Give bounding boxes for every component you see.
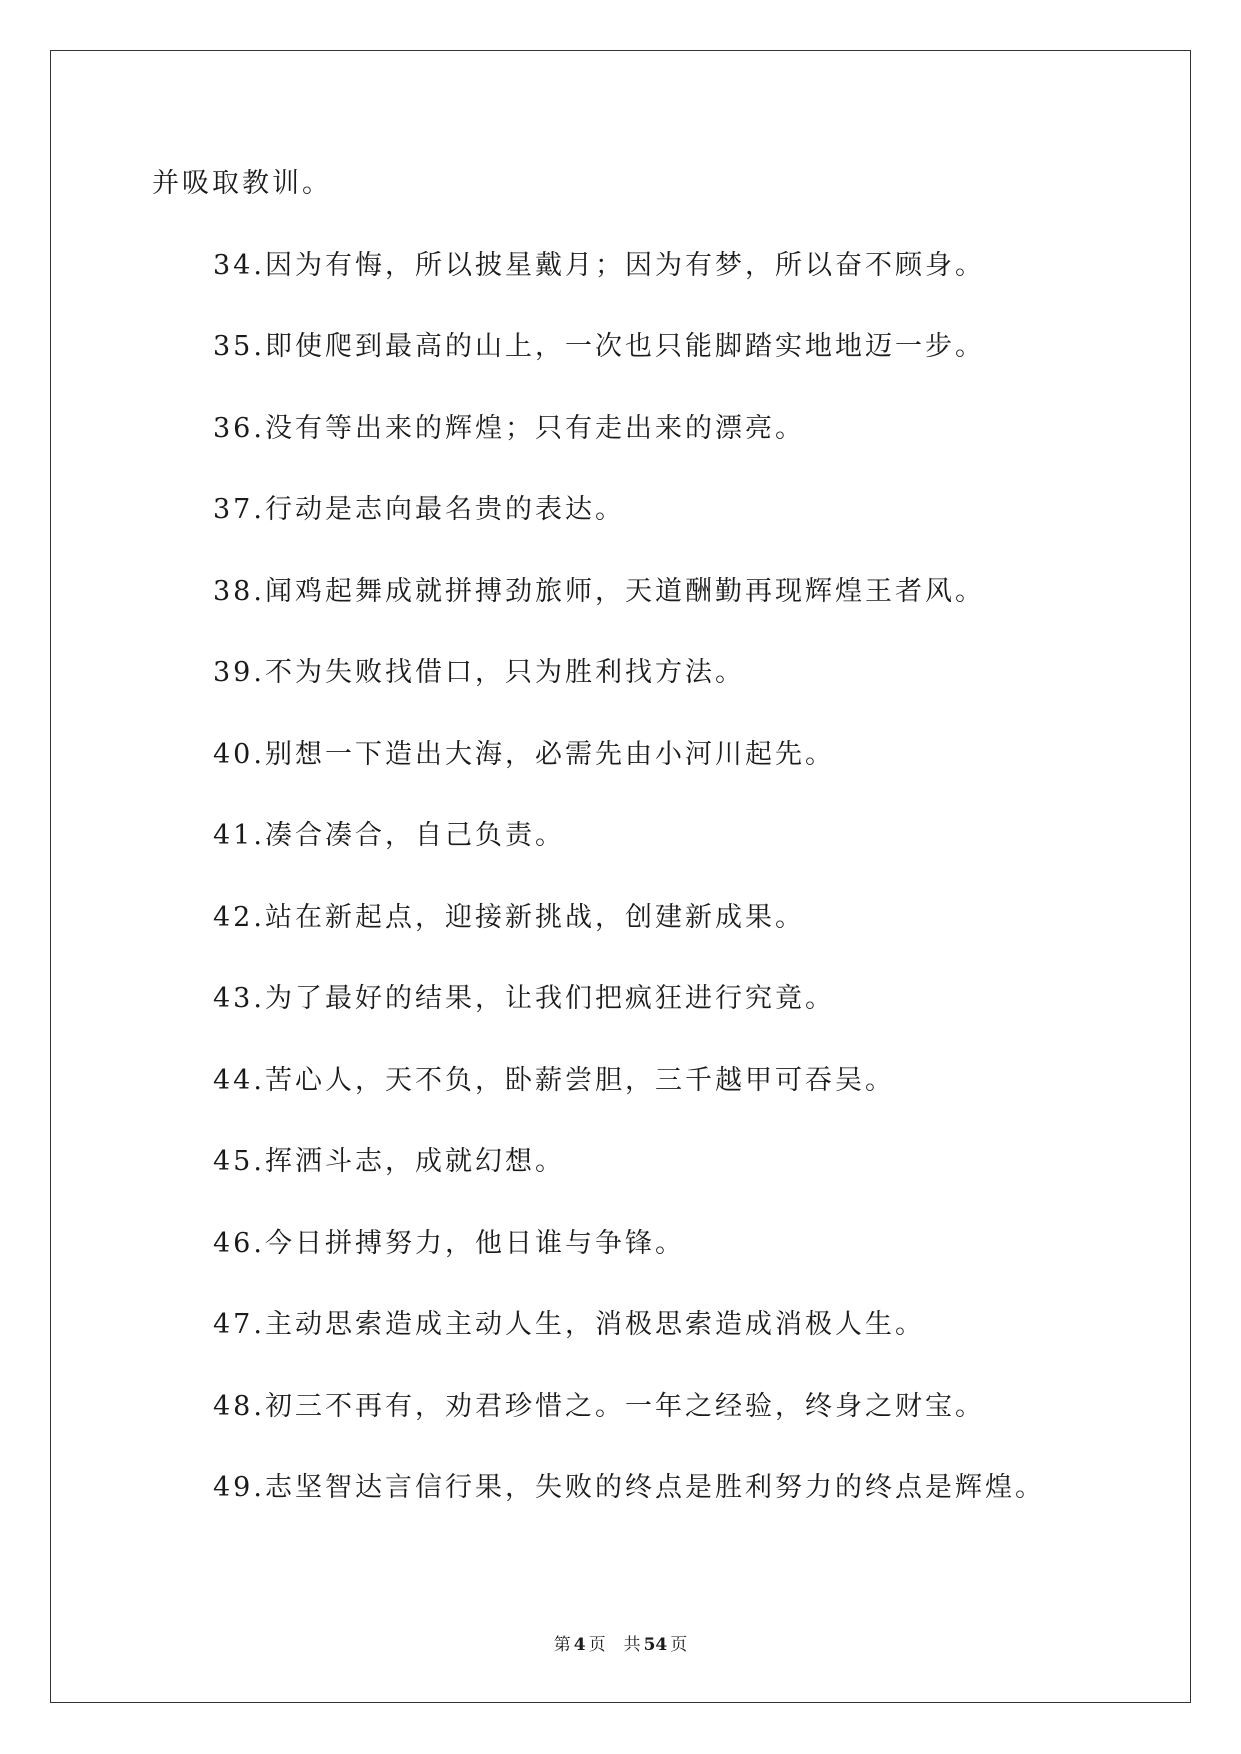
continuation-text: 并吸取教训。	[152, 168, 332, 199]
list-item: 43.为了最好的结果，让我们把疯狂进行究竟。	[213, 983, 835, 1014]
page-prefix: 第	[553, 1635, 571, 1655]
page-suffix: 页	[588, 1635, 606, 1655]
total-prefix: 共	[623, 1635, 641, 1655]
total-pages: 54	[643, 1635, 668, 1655]
page-number: 4	[573, 1635, 586, 1655]
list-item: 45.挥洒斗志，成就幻想。	[213, 1146, 565, 1177]
total-suffix: 页	[670, 1635, 688, 1655]
list-item: 44.苦心人，天不负，卧薪尝胆，三千越甲可吞吴。	[213, 1064, 895, 1096]
list-item: 47.主动思索造成主动人生，消极思索造成消极人生。	[213, 1309, 925, 1340]
list-item: 42.站在新起点，迎接新挑战，创建新成果。	[213, 901, 805, 933]
list-item: 40.别想一下造出大海，必需先由小河川起先。	[213, 738, 835, 770]
list-item: 34.因为有悔，所以披星戴月；因为有梦，所以奋不顾身。	[213, 249, 985, 281]
list-item: 37.行动是志向最名贵的表达。	[213, 494, 625, 525]
list-item: 49.志坚智达言信行果，失败的终点是胜利努力的终点是辉煌。	[213, 1472, 1045, 1503]
list-item: 35.即使爬到最高的山上，一次也只能脚踏实地地迈一步。	[213, 331, 985, 362]
page-footer	[0, 1634, 1241, 1656]
list-item: 41.凑合凑合，自己负责。	[213, 820, 565, 851]
list-item: 38.闻鸡起舞成就拼搏劲旅师，天道酬勤再现辉煌王者风。	[213, 575, 985, 607]
list-item: 39.不为失败找借口，只为胜利找方法。	[213, 657, 745, 688]
list-item: 46.今日拼搏努力，他日谁与争锋。	[213, 1227, 685, 1259]
list-item: 48.初三不再有，劝君珍惜之。一年之经验，终身之财宝。	[213, 1390, 985, 1422]
list-item: 36.没有等出来的辉煌；只有走出来的漂亮。	[213, 412, 805, 444]
document-body	[152, 168, 1102, 1554]
